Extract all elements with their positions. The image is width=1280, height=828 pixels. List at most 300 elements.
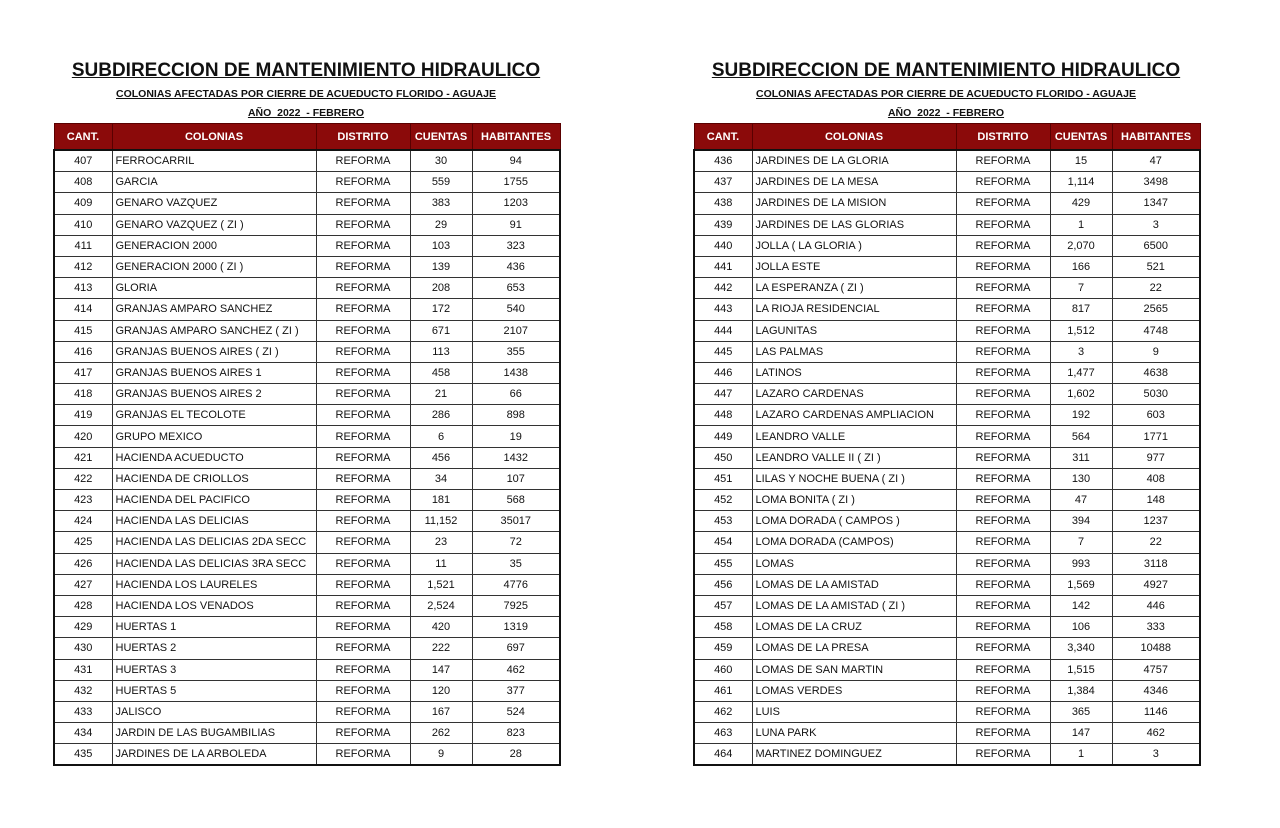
- cell-colonia: GRANJAS BUENOS AIRES 2: [112, 384, 316, 405]
- cell-colonia: LILAS Y NOCHE BUENA ( ZI ): [752, 468, 956, 489]
- cell-cant: 447: [694, 384, 752, 405]
- header-habitantes: HABITANTES: [1112, 124, 1200, 151]
- cell-cuentas: 7: [1050, 532, 1112, 553]
- cell-distrito: REFORMA: [956, 595, 1050, 616]
- cell-distrito: REFORMA: [956, 447, 1050, 468]
- cell-habitantes: 2107: [472, 320, 560, 341]
- table-row: [54, 532, 560, 553]
- cell-cant: 460: [694, 659, 752, 680]
- cell-cant: 453: [694, 511, 752, 532]
- table-row: [694, 490, 1200, 511]
- cell-distrito: REFORMA: [316, 553, 410, 574]
- cell-cuentas: 286: [410, 405, 472, 426]
- cell-habitantes: 19: [472, 426, 560, 447]
- table-row: [54, 214, 560, 235]
- cell-distrito: REFORMA: [316, 659, 410, 680]
- cell-cuentas: 11: [410, 553, 472, 574]
- cell-colonia: GENERACION 2000 ( ZI ): [112, 256, 316, 277]
- cell-colonia: HUERTAS 5: [112, 680, 316, 701]
- cell-colonia: GRANJAS EL TECOLOTE: [112, 405, 316, 426]
- sheet-right: [693, 60, 1199, 766]
- cell-cuentas: 166: [1050, 256, 1112, 277]
- cell-cant: 420: [54, 426, 112, 447]
- cell-cant: 414: [54, 299, 112, 320]
- cell-cuentas: 181: [410, 490, 472, 511]
- table-row: [694, 680, 1200, 701]
- table-row: [694, 447, 1200, 468]
- cell-habitantes: 540: [472, 299, 560, 320]
- cell-cuentas: 23: [410, 532, 472, 553]
- cell-cant: 428: [54, 595, 112, 616]
- cell-cuentas: 192: [1050, 405, 1112, 426]
- cell-distrito: REFORMA: [956, 723, 1050, 744]
- cell-habitantes: 3498: [1112, 172, 1200, 193]
- cell-cant: 422: [54, 468, 112, 489]
- table-row: [54, 490, 560, 511]
- colonias-table: [693, 123, 1201, 766]
- sheet-year: AÑO 2022 - FEBRERO: [887, 107, 1005, 119]
- table-row: [54, 447, 560, 468]
- table-row: [694, 617, 1200, 638]
- cell-cant: 463: [694, 723, 752, 744]
- cell-cant: 452: [694, 490, 752, 511]
- cell-colonia: JOLLA ( LA GLORIA ): [752, 235, 956, 256]
- cell-cant: 423: [54, 490, 112, 511]
- cell-cuentas: 817: [1050, 299, 1112, 320]
- table-row: [54, 278, 560, 299]
- cell-cant: 407: [54, 150, 112, 172]
- cell-colonia: HACIENDA LAS DELICIAS 2DA SECC: [112, 532, 316, 553]
- cell-cuentas: 383: [410, 193, 472, 214]
- cell-cuentas: 11,152: [410, 511, 472, 532]
- cell-colonia: HUERTAS 1: [112, 617, 316, 638]
- cell-habitantes: 898: [472, 405, 560, 426]
- cell-distrito: REFORMA: [956, 744, 1050, 766]
- table-row: [54, 744, 560, 766]
- cell-habitantes: 7925: [472, 595, 560, 616]
- cell-habitantes: 35: [472, 553, 560, 574]
- table-row: [694, 574, 1200, 595]
- table-row: [54, 256, 560, 277]
- cell-distrito: REFORMA: [316, 405, 410, 426]
- cell-cuentas: 420: [410, 617, 472, 638]
- cell-habitantes: 977: [1112, 447, 1200, 468]
- cell-colonia: GRUPO MEXICO: [112, 426, 316, 447]
- table-row: [54, 574, 560, 595]
- cell-distrito: REFORMA: [316, 617, 410, 638]
- cell-cuentas: 1,569: [1050, 574, 1112, 595]
- cell-cuentas: 21: [410, 384, 472, 405]
- cell-colonia: LOMAS: [752, 553, 956, 574]
- cell-habitantes: 28: [472, 744, 560, 766]
- cell-distrito: REFORMA: [316, 595, 410, 616]
- cell-colonia: JARDINES DE LA MESA: [752, 172, 956, 193]
- cell-cant: 427: [54, 574, 112, 595]
- cell-cuentas: 262: [410, 723, 472, 744]
- cell-cant: 437: [694, 172, 752, 193]
- table-row: [54, 235, 560, 256]
- cell-habitantes: 446: [1112, 595, 1200, 616]
- cell-cuentas: 142: [1050, 595, 1112, 616]
- cell-cuentas: 113: [410, 341, 472, 362]
- cell-colonia: LUIS: [752, 701, 956, 722]
- table-row: [694, 511, 1200, 532]
- cell-habitantes: 22: [1112, 278, 1200, 299]
- cell-colonia: LEANDRO VALLE II ( ZI ): [752, 447, 956, 468]
- cell-cant: 416: [54, 341, 112, 362]
- cell-habitantes: 35017: [472, 511, 560, 532]
- cell-cant: 429: [54, 617, 112, 638]
- cell-cant: 439: [694, 214, 752, 235]
- table-row: [694, 723, 1200, 744]
- table-row: [54, 150, 560, 172]
- cell-distrito: REFORMA: [956, 172, 1050, 193]
- cell-cuentas: 1,384: [1050, 680, 1112, 701]
- cell-distrito: REFORMA: [956, 553, 1050, 574]
- cell-colonia: LAZARO CARDENAS: [752, 384, 956, 405]
- table-row: [694, 405, 1200, 426]
- cell-habitantes: 1755: [472, 172, 560, 193]
- cell-cuentas: 458: [410, 362, 472, 383]
- cell-habitantes: 462: [1112, 723, 1200, 744]
- cell-colonia: LOMA DORADA (CAMPOS): [752, 532, 956, 553]
- table-row: [54, 701, 560, 722]
- cell-colonia: FERROCARRIL: [112, 150, 316, 172]
- header-cuentas: CUENTAS: [410, 124, 472, 151]
- table-row: [54, 659, 560, 680]
- cell-colonia: HUERTAS 3: [112, 659, 316, 680]
- cell-colonia: GENARO VAZQUEZ: [112, 193, 316, 214]
- cell-cuentas: 1: [1050, 214, 1112, 235]
- header-colonias: COLONIAS: [752, 124, 956, 151]
- cell-colonia: GRANJAS BUENOS AIRES 1: [112, 362, 316, 383]
- cell-colonia: GENERACION 2000: [112, 235, 316, 256]
- sheet-subtitle: COLONIAS AFECTADAS POR CIERRE DE ACUEDUCTO FLORIDO - AGUAJE: [116, 88, 496, 100]
- sheet-year: AÑO 2022 - FEBRERO: [247, 107, 365, 119]
- cell-habitantes: 408: [1112, 468, 1200, 489]
- cell-cant: 461: [694, 680, 752, 701]
- cell-habitantes: 4748: [1112, 320, 1200, 341]
- table-row: [54, 384, 560, 405]
- cell-colonia: LOMA DORADA ( CAMPOS ): [752, 511, 956, 532]
- cell-cuentas: 7: [1050, 278, 1112, 299]
- cell-colonia: LATINOS: [752, 362, 956, 383]
- cell-cuentas: 3,340: [1050, 638, 1112, 659]
- cell-colonia: LAZARO CARDENAS AMPLIACION: [752, 405, 956, 426]
- cell-colonia: LA RIOJA RESIDENCIAL: [752, 299, 956, 320]
- cell-colonia: JARDINES DE LA GLORIA: [752, 150, 956, 172]
- cell-cant: 435: [54, 744, 112, 766]
- cell-cuentas: 139: [410, 256, 472, 277]
- cell-cant: 424: [54, 511, 112, 532]
- table-row: [694, 384, 1200, 405]
- table-row: [694, 214, 1200, 235]
- cell-habitantes: 1432: [472, 447, 560, 468]
- cell-distrito: REFORMA: [956, 617, 1050, 638]
- cell-cant: 459: [694, 638, 752, 659]
- cell-cant: 434: [54, 723, 112, 744]
- cell-distrito: REFORMA: [956, 680, 1050, 701]
- cell-colonia: JARDIN DE LAS BUGAMBILIAS: [112, 723, 316, 744]
- cell-cuentas: 559: [410, 172, 472, 193]
- cell-cuentas: 106: [1050, 617, 1112, 638]
- cell-habitantes: 148: [1112, 490, 1200, 511]
- cell-cant: 425: [54, 532, 112, 553]
- cell-cant: 426: [54, 553, 112, 574]
- cell-distrito: REFORMA: [316, 214, 410, 235]
- cell-distrito: REFORMA: [956, 490, 1050, 511]
- cell-habitantes: 3: [1112, 214, 1200, 235]
- cell-cant: 451: [694, 468, 752, 489]
- cell-cant: 412: [54, 256, 112, 277]
- cell-colonia: GENARO VAZQUEZ ( ZI ): [112, 214, 316, 235]
- cell-distrito: REFORMA: [316, 235, 410, 256]
- cell-distrito: REFORMA: [956, 150, 1050, 172]
- cell-colonia: HACIENDA DEL PACIFICO: [112, 490, 316, 511]
- cell-cuentas: 147: [410, 659, 472, 680]
- cell-cant: 441: [694, 256, 752, 277]
- table-row: [694, 701, 1200, 722]
- cell-distrito: REFORMA: [956, 362, 1050, 383]
- table-row: [54, 553, 560, 574]
- table-row: [54, 595, 560, 616]
- cell-habitantes: 1203: [472, 193, 560, 214]
- cell-distrito: REFORMA: [956, 468, 1050, 489]
- cell-cant: 458: [694, 617, 752, 638]
- cell-cant: 432: [54, 680, 112, 701]
- cell-habitantes: 436: [472, 256, 560, 277]
- cell-cant: 421: [54, 447, 112, 468]
- cell-habitantes: 4638: [1112, 362, 1200, 383]
- cell-cuentas: 671: [410, 320, 472, 341]
- table-row: [694, 299, 1200, 320]
- header-habitantes: HABITANTES: [472, 124, 560, 151]
- cell-colonia: LOMAS VERDES: [752, 680, 956, 701]
- cell-cuentas: 34: [410, 468, 472, 489]
- cell-distrito: REFORMA: [956, 235, 1050, 256]
- cell-distrito: REFORMA: [316, 172, 410, 193]
- table-row: [54, 617, 560, 638]
- cell-distrito: REFORMA: [316, 744, 410, 766]
- cell-cuentas: 564: [1050, 426, 1112, 447]
- cell-distrito: REFORMA: [316, 723, 410, 744]
- cell-distrito: REFORMA: [316, 362, 410, 383]
- cell-colonia: LOMAS DE LA CRUZ: [752, 617, 956, 638]
- cell-colonia: LUNA PARK: [752, 723, 956, 744]
- header-distrito: DISTRITO: [956, 124, 1050, 151]
- cell-cuentas: 993: [1050, 553, 1112, 574]
- sheet-title: SUBDIRECCION DE MANTENIMIENTO HIDRAULICO: [71, 60, 541, 81]
- cell-colonia: LEANDRO VALLE: [752, 426, 956, 447]
- header-colonias: COLONIAS: [112, 124, 316, 151]
- cell-distrito: REFORMA: [956, 278, 1050, 299]
- cell-colonia: LOMAS DE LA PRESA: [752, 638, 956, 659]
- cell-distrito: REFORMA: [956, 341, 1050, 362]
- cell-distrito: REFORMA: [316, 638, 410, 659]
- cell-habitantes: 1347: [1112, 193, 1200, 214]
- cell-habitantes: 323: [472, 235, 560, 256]
- table-row: [694, 744, 1200, 766]
- cell-cant: 430: [54, 638, 112, 659]
- cell-colonia: HACIENDA DE CRIOLLOS: [112, 468, 316, 489]
- cell-habitantes: 697: [472, 638, 560, 659]
- cell-habitantes: 333: [1112, 617, 1200, 638]
- table-row: [694, 595, 1200, 616]
- cell-distrito: REFORMA: [316, 256, 410, 277]
- cell-cant: 464: [694, 744, 752, 766]
- cell-colonia: HACIENDA ACUEDUCTO: [112, 447, 316, 468]
- cell-cuentas: 2,070: [1050, 235, 1112, 256]
- cell-cant: 433: [54, 701, 112, 722]
- table-row: [694, 278, 1200, 299]
- cell-cant: 419: [54, 405, 112, 426]
- cell-habitantes: 66: [472, 384, 560, 405]
- cell-cuentas: 6: [410, 426, 472, 447]
- cell-colonia: JOLLA ESTE: [752, 256, 956, 277]
- sheet-subtitle: COLONIAS AFECTADAS POR CIERRE DE ACUEDUCTO FLORIDO - AGUAJE: [756, 88, 1136, 100]
- header-distrito: DISTRITO: [316, 124, 410, 151]
- cell-cant: 415: [54, 320, 112, 341]
- cell-cant: 444: [694, 320, 752, 341]
- cell-habitantes: 3118: [1112, 553, 1200, 574]
- cell-habitantes: 521: [1112, 256, 1200, 277]
- table-row: [694, 532, 1200, 553]
- cell-distrito: REFORMA: [956, 299, 1050, 320]
- cell-habitantes: 4346: [1112, 680, 1200, 701]
- table-row: [54, 723, 560, 744]
- table-row: [694, 638, 1200, 659]
- cell-colonia: GARCIA: [112, 172, 316, 193]
- cell-habitantes: 3: [1112, 744, 1200, 766]
- cell-habitantes: 377: [472, 680, 560, 701]
- cell-colonia: HACIENDA LAS DELICIAS: [112, 511, 316, 532]
- colonias-table: [53, 123, 561, 766]
- cell-cant: 448: [694, 405, 752, 426]
- cell-habitantes: 1319: [472, 617, 560, 638]
- cell-distrito: REFORMA: [956, 659, 1050, 680]
- cell-cuentas: 103: [410, 235, 472, 256]
- cell-habitantes: 1146: [1112, 701, 1200, 722]
- table-row: [694, 362, 1200, 383]
- cell-distrito: REFORMA: [956, 320, 1050, 341]
- cell-colonia: LAGUNITAS: [752, 320, 956, 341]
- cell-cant: 455: [694, 553, 752, 574]
- cell-distrito: REFORMA: [316, 278, 410, 299]
- cell-cant: 445: [694, 341, 752, 362]
- table-header-row: [694, 124, 1200, 151]
- cell-distrito: REFORMA: [316, 299, 410, 320]
- cell-cuentas: 30: [410, 150, 472, 172]
- cell-cant: 443: [694, 299, 752, 320]
- table-row: [694, 468, 1200, 489]
- table-row: [54, 320, 560, 341]
- cell-colonia: JARDINES DE LA ARBOLEDA: [112, 744, 316, 766]
- cell-cant: 438: [694, 193, 752, 214]
- cell-cant: 410: [54, 214, 112, 235]
- table-row: [54, 680, 560, 701]
- cell-habitantes: 6500: [1112, 235, 1200, 256]
- cell-habitantes: 72: [472, 532, 560, 553]
- cell-colonia: LOMAS DE SAN MARTIN: [752, 659, 956, 680]
- cell-cuentas: 394: [1050, 511, 1112, 532]
- cell-habitantes: 653: [472, 278, 560, 299]
- cell-cuentas: 2,524: [410, 595, 472, 616]
- cell-colonia: MARTINEZ DOMINGUEZ: [752, 744, 956, 766]
- cell-distrito: REFORMA: [316, 574, 410, 595]
- table-row: [54, 341, 560, 362]
- cell-cuentas: 130: [1050, 468, 1112, 489]
- table-row: [54, 638, 560, 659]
- cell-distrito: REFORMA: [316, 680, 410, 701]
- cell-habitantes: 568: [472, 490, 560, 511]
- cell-colonia: JARDINES DE LA MISION: [752, 193, 956, 214]
- cell-cuentas: 1,602: [1050, 384, 1112, 405]
- cell-cuentas: 222: [410, 638, 472, 659]
- table-row: [54, 468, 560, 489]
- cell-habitantes: 355: [472, 341, 560, 362]
- cell-cuentas: 1,114: [1050, 172, 1112, 193]
- cell-cant: 413: [54, 278, 112, 299]
- cell-distrito: REFORMA: [316, 341, 410, 362]
- cell-cuentas: 208: [410, 278, 472, 299]
- cell-cant: 442: [694, 278, 752, 299]
- header-cant: CANT.: [54, 124, 112, 151]
- cell-colonia: HACIENDA LOS VENADOS: [112, 595, 316, 616]
- cell-colonia: LOMAS DE LA AMISTAD: [752, 574, 956, 595]
- cell-cuentas: 365: [1050, 701, 1112, 722]
- cell-cuentas: 15: [1050, 150, 1112, 172]
- table-row: [54, 405, 560, 426]
- table-row: [694, 150, 1200, 172]
- cell-distrito: REFORMA: [316, 490, 410, 511]
- cell-habitantes: 823: [472, 723, 560, 744]
- cell-colonia: HACIENDA LAS DELICIAS 3RA SECC: [112, 553, 316, 574]
- cell-distrito: REFORMA: [316, 426, 410, 447]
- table-row: [54, 193, 560, 214]
- cell-distrito: REFORMA: [956, 405, 1050, 426]
- cell-cuentas: 172: [410, 299, 472, 320]
- table-row: [694, 172, 1200, 193]
- table-row: [54, 299, 560, 320]
- cell-distrito: REFORMA: [956, 532, 1050, 553]
- cell-habitantes: 91: [472, 214, 560, 235]
- cell-distrito: REFORMA: [956, 214, 1050, 235]
- cell-cant: 462: [694, 701, 752, 722]
- cell-cuentas: 29: [410, 214, 472, 235]
- cell-cant: 440: [694, 235, 752, 256]
- cell-cant: 446: [694, 362, 752, 383]
- cell-habitantes: 94: [472, 150, 560, 172]
- cell-cant: 418: [54, 384, 112, 405]
- cell-cuentas: 1,477: [1050, 362, 1112, 383]
- cell-habitantes: 10488: [1112, 638, 1200, 659]
- cell-cant: 449: [694, 426, 752, 447]
- cell-distrito: REFORMA: [316, 320, 410, 341]
- cell-habitantes: 5030: [1112, 384, 1200, 405]
- cell-habitantes: 603: [1112, 405, 1200, 426]
- cell-distrito: REFORMA: [316, 384, 410, 405]
- table-row: [694, 426, 1200, 447]
- cell-cant: 411: [54, 235, 112, 256]
- cell-habitantes: 462: [472, 659, 560, 680]
- cell-cuentas: 1: [1050, 744, 1112, 766]
- cell-cant: 436: [694, 150, 752, 172]
- cell-cant: 457: [694, 595, 752, 616]
- cell-distrito: REFORMA: [956, 193, 1050, 214]
- cell-cuentas: 456: [410, 447, 472, 468]
- cell-cuentas: 1,512: [1050, 320, 1112, 341]
- cell-distrito: REFORMA: [956, 426, 1050, 447]
